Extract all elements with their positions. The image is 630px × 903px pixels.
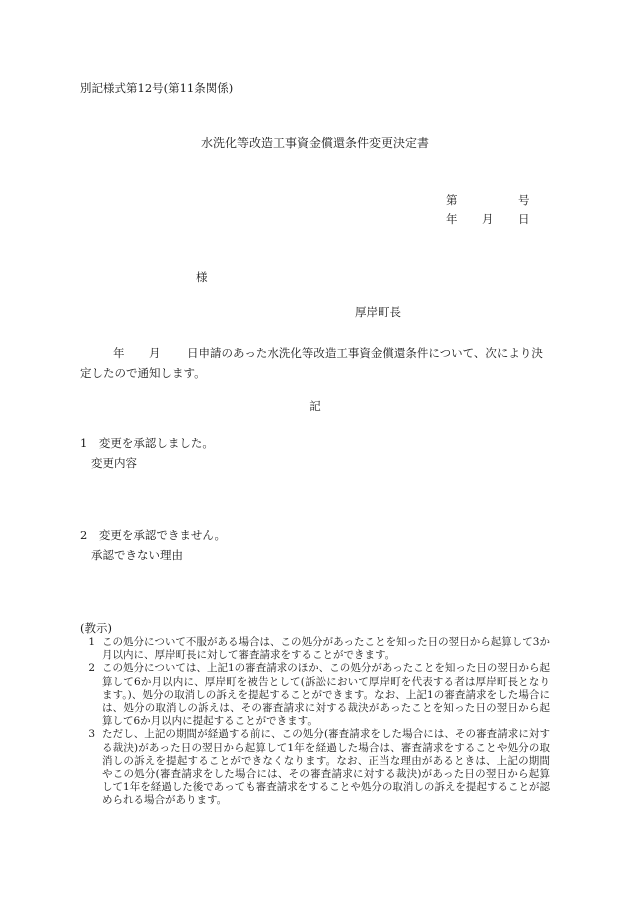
body-paragraph bbox=[80, 343, 550, 383]
body-text: 日申請のあった水洗化等改造工事資金償還条件について、次により決定したので通知します。 bbox=[80, 346, 543, 380]
item1-title: 1 変更を承認しました。 bbox=[80, 436, 214, 450]
ki-heading: 記 bbox=[309, 399, 321, 413]
number-prefix: 第 bbox=[446, 193, 458, 207]
item2-subtitle: 承認できない理由 bbox=[91, 548, 183, 562]
note-item bbox=[80, 728, 550, 807]
date-day: 日 bbox=[518, 212, 530, 226]
note-item bbox=[80, 636, 550, 662]
note-number: 2 bbox=[88, 662, 95, 675]
document-date bbox=[446, 212, 530, 226]
body-year: 年 bbox=[113, 346, 125, 360]
kyoji-label: (教示) bbox=[80, 621, 112, 635]
note-text: ただし、上記の期間が経過する前に、この処分(審査請求をした場合には、その審査請求に対する裁決)があった日の翌日から起算して1年を経過した場合は、審査請求をすることや処分の取消しの訴えを提起することができなくなります。なお、正当な理由があるときは、上記の期間やこの処分(審査請求をした場合には、その審査請求に対する裁決)があった日の翌日から起算して1年を経過した後であっても審査請求をすることや処分の取消しの訴えを提起することが認められる場合があります。 bbox=[102, 728, 550, 807]
notes-list bbox=[80, 636, 550, 808]
addressee: 様 bbox=[196, 270, 208, 284]
document-title: 水洗化等改造工事資金償還条件変更決定書 bbox=[200, 136, 429, 150]
form-label: 別記様式第12号(第11条関係) bbox=[80, 81, 234, 95]
issuer: 厚岸町長 bbox=[355, 305, 401, 319]
number-suffix: 号 bbox=[518, 193, 530, 207]
note-item bbox=[80, 662, 550, 728]
note-number: 1 bbox=[88, 636, 95, 648]
date-year: 年 bbox=[446, 212, 458, 226]
note-number: 3 bbox=[88, 728, 95, 741]
item1-subtitle: 変更内容 bbox=[91, 456, 137, 470]
item2-title: 2 変更を承認できません。 bbox=[80, 528, 227, 542]
document-number bbox=[446, 193, 530, 207]
body-month: 月 bbox=[149, 346, 161, 360]
note-text: この処分については、上記1の審査請求のほか、この処分があったことを知った日の翌日から起算して6か月以内に、厚岸町を被告として(訴訟において厚岸町を代表する者は厚岸町長となります。)、処分の取消しの訴えを提起することができます。なお、上記1の審査請求をした場合には、処分の取消しの訴えは、その審査請求に対する裁決があったことを知った日の翌日から起算して6か月以内に提起することができます。 bbox=[102, 662, 550, 728]
note-text: この処分について不服がある場合は、この処分があったことを知った日の翌日から起算して3か月以内に、厚岸町長に対して審査請求をすることができます。 bbox=[102, 636, 550, 662]
date-month: 月 bbox=[482, 212, 494, 226]
